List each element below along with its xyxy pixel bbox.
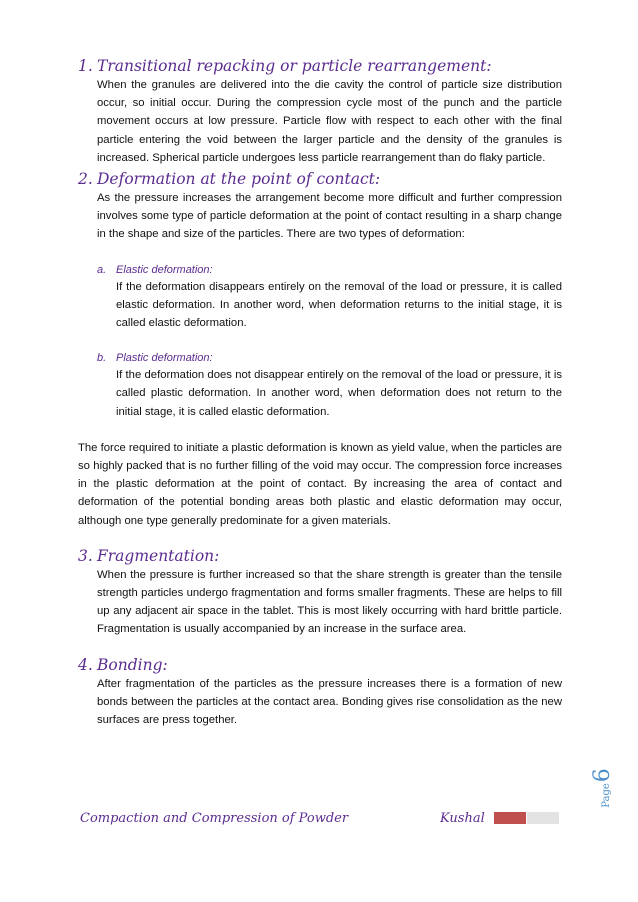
subsection-b-body: If the deformation does not disappear entirely on the removal of the load or pressure, it is called plastic deformation. In another word, when deformation does not return to the initial stage, it is called elastic deformation. <box>116 369 562 418</box>
section-4-title: Bonding: <box>97 655 168 674</box>
section-1-body: When the granules are delivered into the die cavity the control of particle size distribution occur, so initial occur. During the compression cycle most of the punch and the particle movement occurs at low pressure. Particle flow with respect to each other with the final particle entering the void between the larger particle and the density of the granules is increased. Spherical particle undergoes less particle rearrangement than do flaky particle. <box>97 79 562 164</box>
section-3-title: Fragmentation: <box>97 546 220 565</box>
page-number-value: 6 <box>590 768 615 783</box>
subsection-a-title: Elastic deformation: <box>116 263 213 276</box>
section-3-body: When the pressure is further increased so that the share strength is greater than the tensile strength particles undergo fragmentation and forms smaller fragments. These are helps to fill up any adjacent air space in the tablet. This is most likely occurring with hard brittle particle. Fragmentation is usually accompanied by an increase in the surface area. <box>97 568 562 636</box>
footer-red-block <box>494 812 526 824</box>
section-1-number: 1. <box>78 57 93 75</box>
subsection-b-title: Plastic deformation: <box>116 352 213 365</box>
subsection-a-heading <box>97 262 562 278</box>
page-content <box>78 56 562 729</box>
footer-title: Compaction and Compression of Powder <box>80 811 349 826</box>
section-2-heading <box>78 169 562 189</box>
page-number <box>590 768 630 808</box>
section-3-heading <box>78 546 562 566</box>
section-2-title: Deformation at the point of contact: <box>97 170 381 189</box>
section-4-heading <box>78 655 562 675</box>
section-4-body: After fragmentation of the particles as the pressure increases there is a formation of new bonds between the particles at the contact area. Bonding gives rise consolidation as the new surfaces are press together. <box>97 677 562 727</box>
footer-author: Kushal <box>440 811 485 826</box>
section-2-number: 2. <box>78 170 93 189</box>
subsection-b-label: b. <box>97 352 107 365</box>
section-4-number: 4. <box>78 655 93 674</box>
section-1-heading <box>78 56 562 76</box>
section-1-title: Transitional repacking or particle rearrangement: <box>97 57 492 75</box>
subsection-a-label: a. <box>97 263 107 276</box>
page-word: Page <box>601 783 612 808</box>
subsection-b-heading <box>97 350 562 366</box>
subsection-a-body: If the deformation disappears entirely on the removal of the load or pressure, it is called elastic deformation. In another word, when deformation returns to the initial stage, it is called elastic deformation. <box>116 280 562 330</box>
yield-value-paragraph: The force required to initiate a plastic deformation is known as yield value, when the particles are so highly packed that is no further filling of the void may occur. The compression force increases in the plastic deformation at the point of contact. By increasing the area of contact and deformation of the potential bonding areas both plastic and elastic deformation may occur, although one type generally predominate for a given materials. <box>78 441 562 527</box>
section-3-number: 3. <box>78 546 93 565</box>
section-2-body: As the pressure increases the arrangement become more difficult and further compression involves some type of particle deformation at the point of contact resulting in a sharp change in the shape and size of the particles. There are two types of deformation: <box>97 192 562 241</box>
footer-gray-block <box>527 812 559 824</box>
